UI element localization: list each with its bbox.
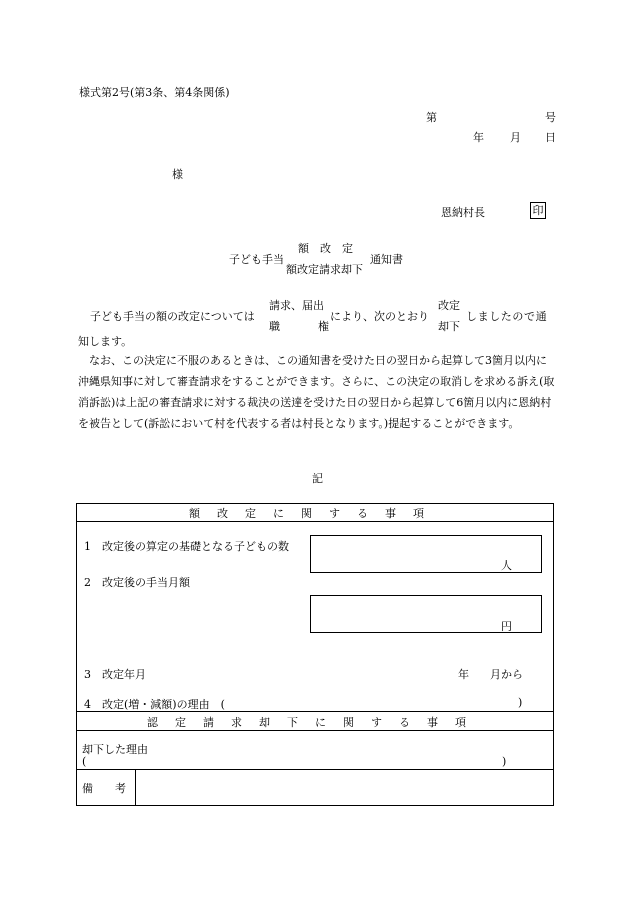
date-day: 日 [545,131,556,144]
remarks-field[interactable] [136,770,553,805]
intro-stack2-upper: 改定 [438,299,460,312]
intro-stack1-lower-b: 権 [318,320,329,333]
title-suffix: 通知書 [370,253,403,266]
remarks-label: 備 考 [82,782,126,795]
addressee-suffix: 様 [172,168,183,181]
reject-reason-open: ( [82,755,87,768]
title-upper: 額 改 定 [298,242,353,255]
intro-stack1-lower-a: 職 [269,320,280,333]
number-suffix: 号 [545,111,556,124]
seal-stamp: 印 [530,202,546,219]
date-year: 年 [473,131,484,144]
item3-month-from: 月から [490,668,523,681]
reject-reason-close: ) [502,755,507,768]
ki-label: 記 [312,472,323,485]
intro-line2: 知します。 [78,335,133,348]
reject-reason-label: 却下した理由 [82,743,148,756]
intro-middle: により、次のとおり [330,310,429,323]
item4-label: 4 改定(増・減額)の理由 ( [84,698,225,711]
intro-stack1-upper: 請求、届出 [269,299,324,312]
title-lower: 額改定請求却下 [286,263,363,276]
form-label: 様式第2号(第3条、第4条関係) [79,86,230,99]
item1-label: 1 改定後の算定の基礎となる子どもの数 [84,540,289,553]
number-prefix: 第 [426,111,437,124]
section2-header: 認定請求却下に関する事項 [147,716,483,729]
item4-close: ) [518,696,523,709]
sender-name: 恩納村長 [441,206,485,219]
item1-unit: 人 [501,559,512,572]
item3-label: 3 改定年月 [84,668,146,681]
title-prefix: 子ども手当 [229,253,284,266]
appeal-notice-paragraph: なお、この決定に不服のあるときは、この通知書を受けた日の翌日から起算して3箇月以内に沖縄県知事に対して審査請求をすることができます。さらに、この決定の取消しを求める訴え(取消訴訟)は上記の審査請求に対する裁決の送達を受けた日の翌日から起算して6箇月以内に恩納村を被告として(訴訟において村を代表する者は村長となります。)提起することができます。 [78,354,555,430]
intro-prefix: 子ども手当の額の改定については [90,310,255,323]
item2-unit: 円 [501,620,512,633]
section1-header: 額改定に関する事項 [189,507,441,520]
item3-year: 年 [458,668,469,681]
date-month: 月 [510,131,521,144]
intro-stack2-lower: 却下 [438,320,460,333]
item2-label: 2 改定後の手当月額 [84,576,190,589]
intro-suffix: しましたので通 [466,310,548,323]
